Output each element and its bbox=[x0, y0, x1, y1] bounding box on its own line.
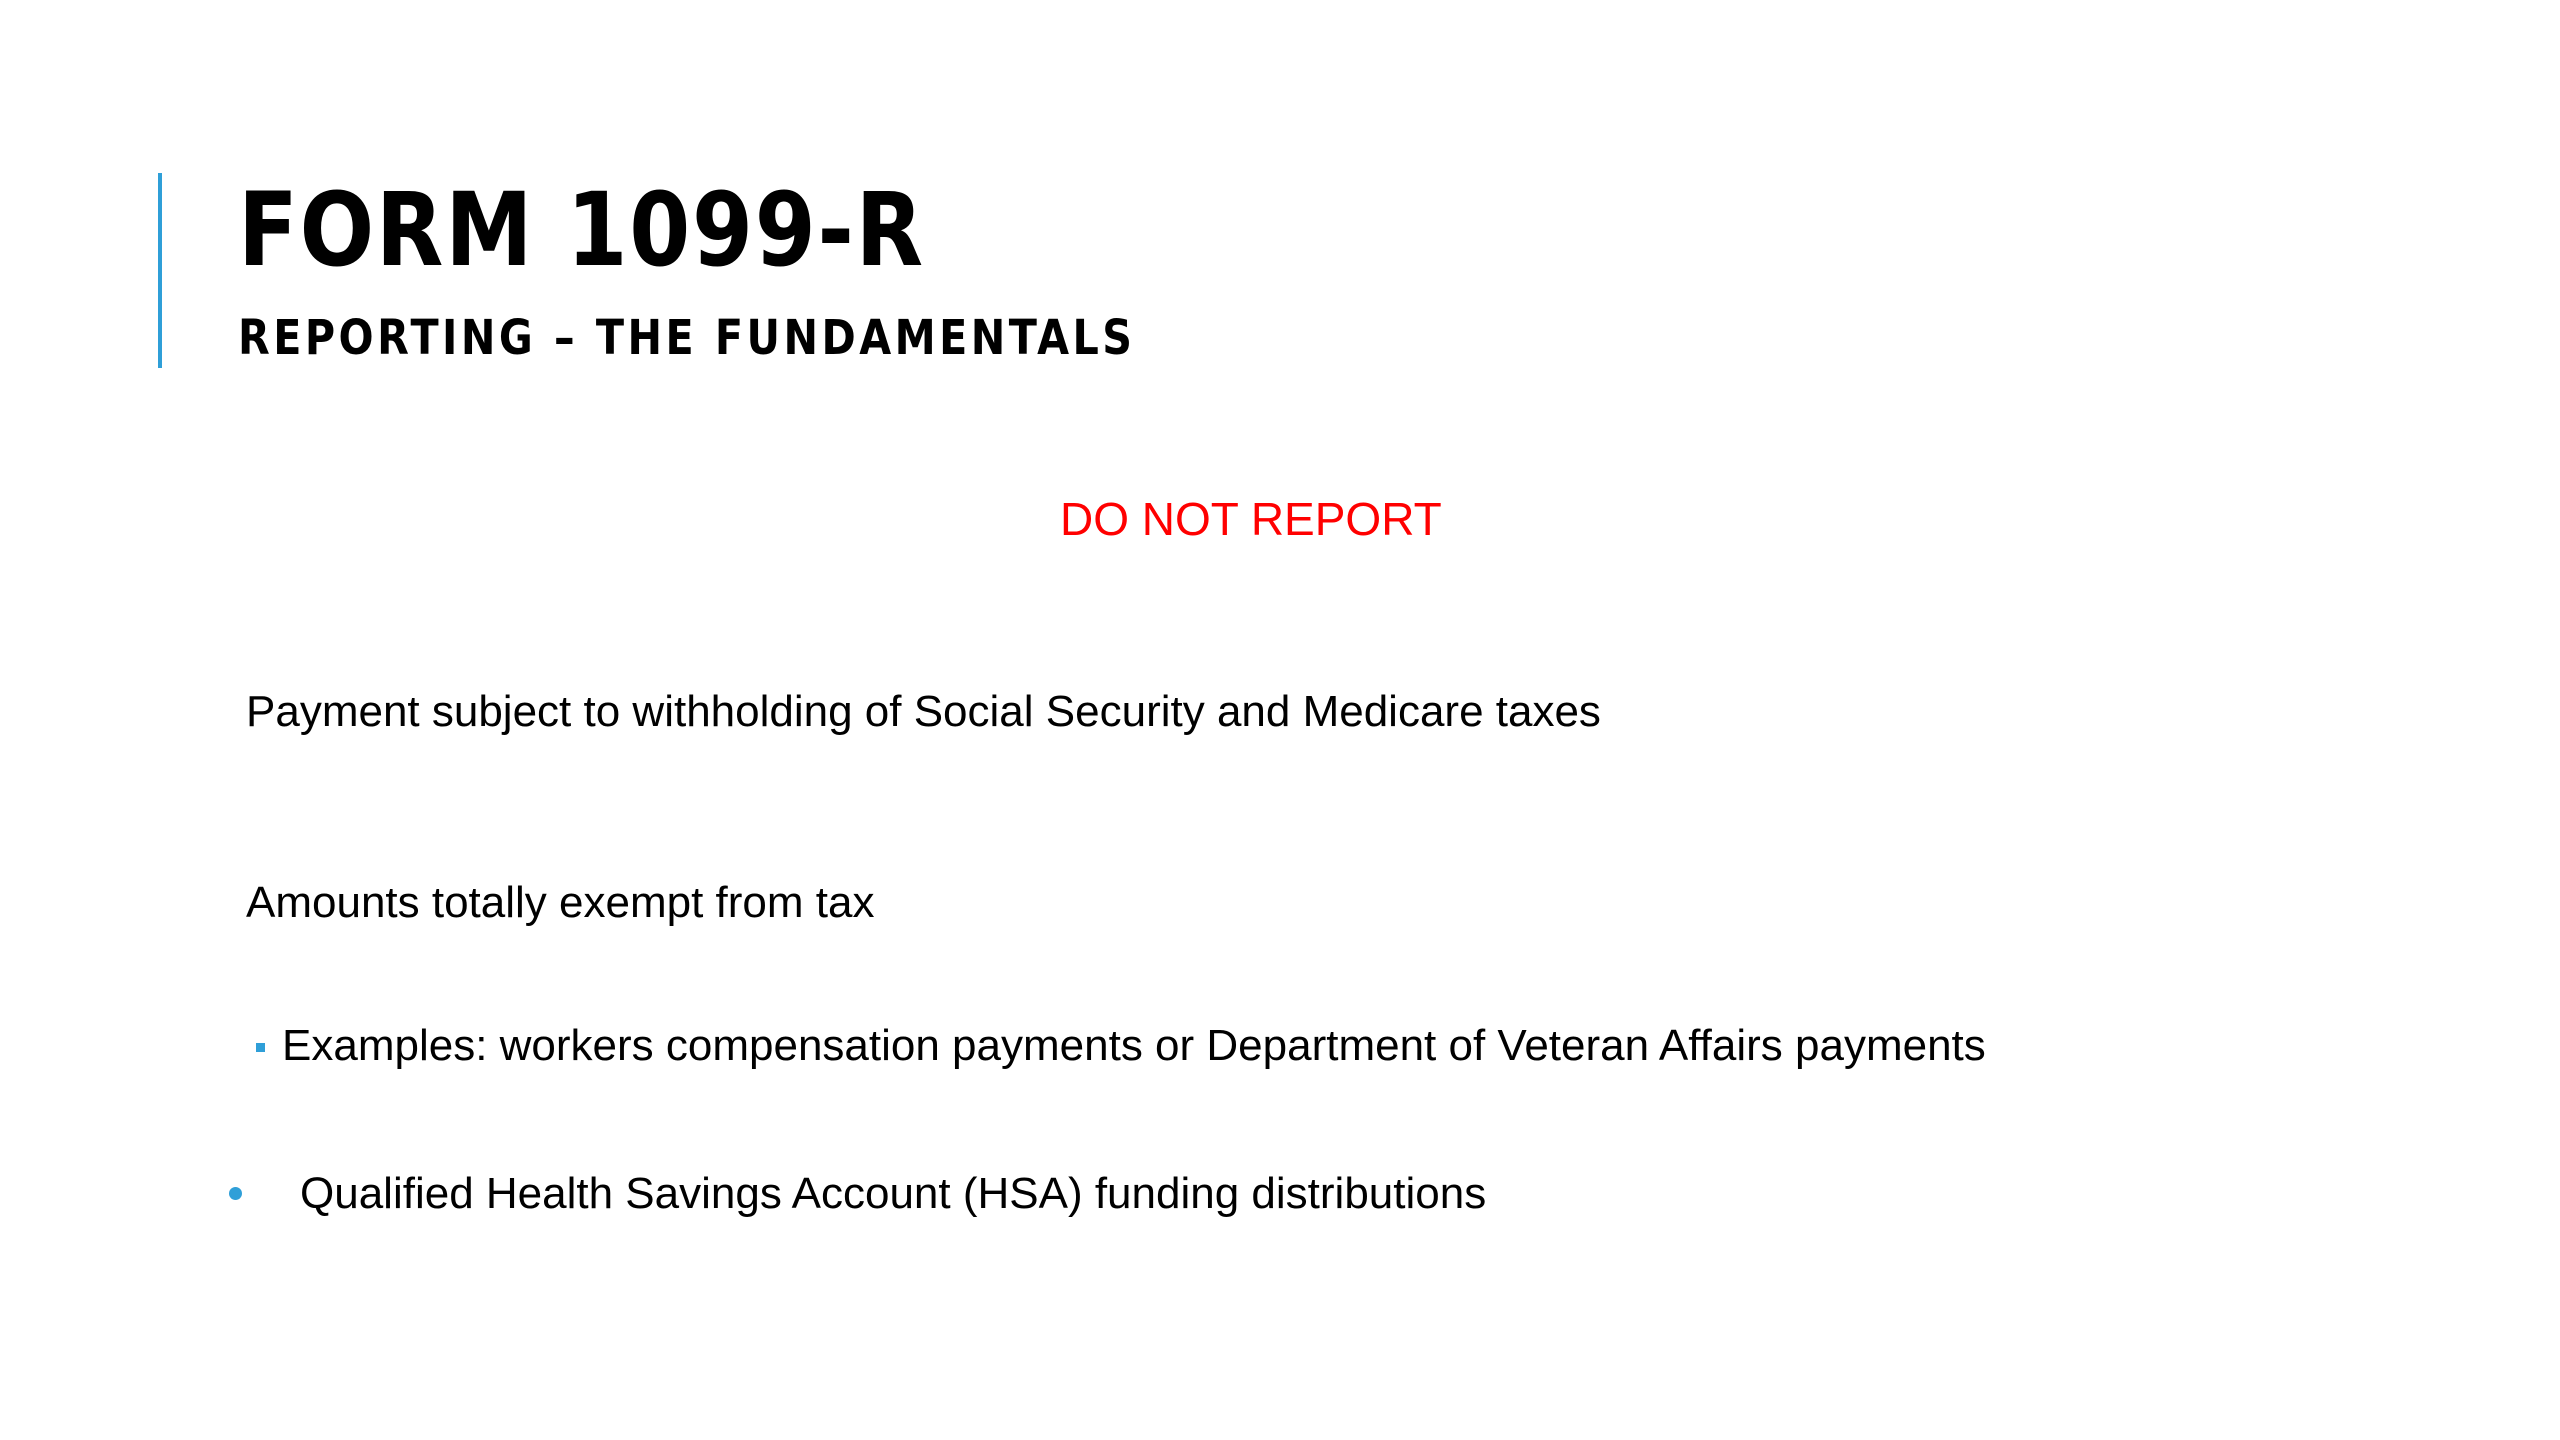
title-accent-bar bbox=[158, 173, 162, 368]
slide-subtitle: REPORTING – THE FUNDAMENTALS bbox=[238, 310, 1136, 366]
list-item-social-security: Payment subject to withholding of Social Security and Medicare taxes bbox=[246, 687, 1601, 736]
slide-title: FORM 1099-R bbox=[238, 171, 925, 290]
list-item-hsa-distributions: Qualified Health Savings Account (HSA) funding distributions bbox=[300, 1169, 1487, 1218]
round-bullet-icon bbox=[229, 1187, 242, 1200]
do-not-report-heading: DO NOT REPORT bbox=[1060, 493, 1442, 545]
sub-list-item-examples: Examples: workers compensation payments or Department of Veteran Affairs payments bbox=[282, 1021, 1986, 1070]
square-bullet-icon bbox=[256, 1043, 265, 1052]
list-item-exempt-amounts: Amounts totally exempt from tax bbox=[246, 878, 875, 927]
